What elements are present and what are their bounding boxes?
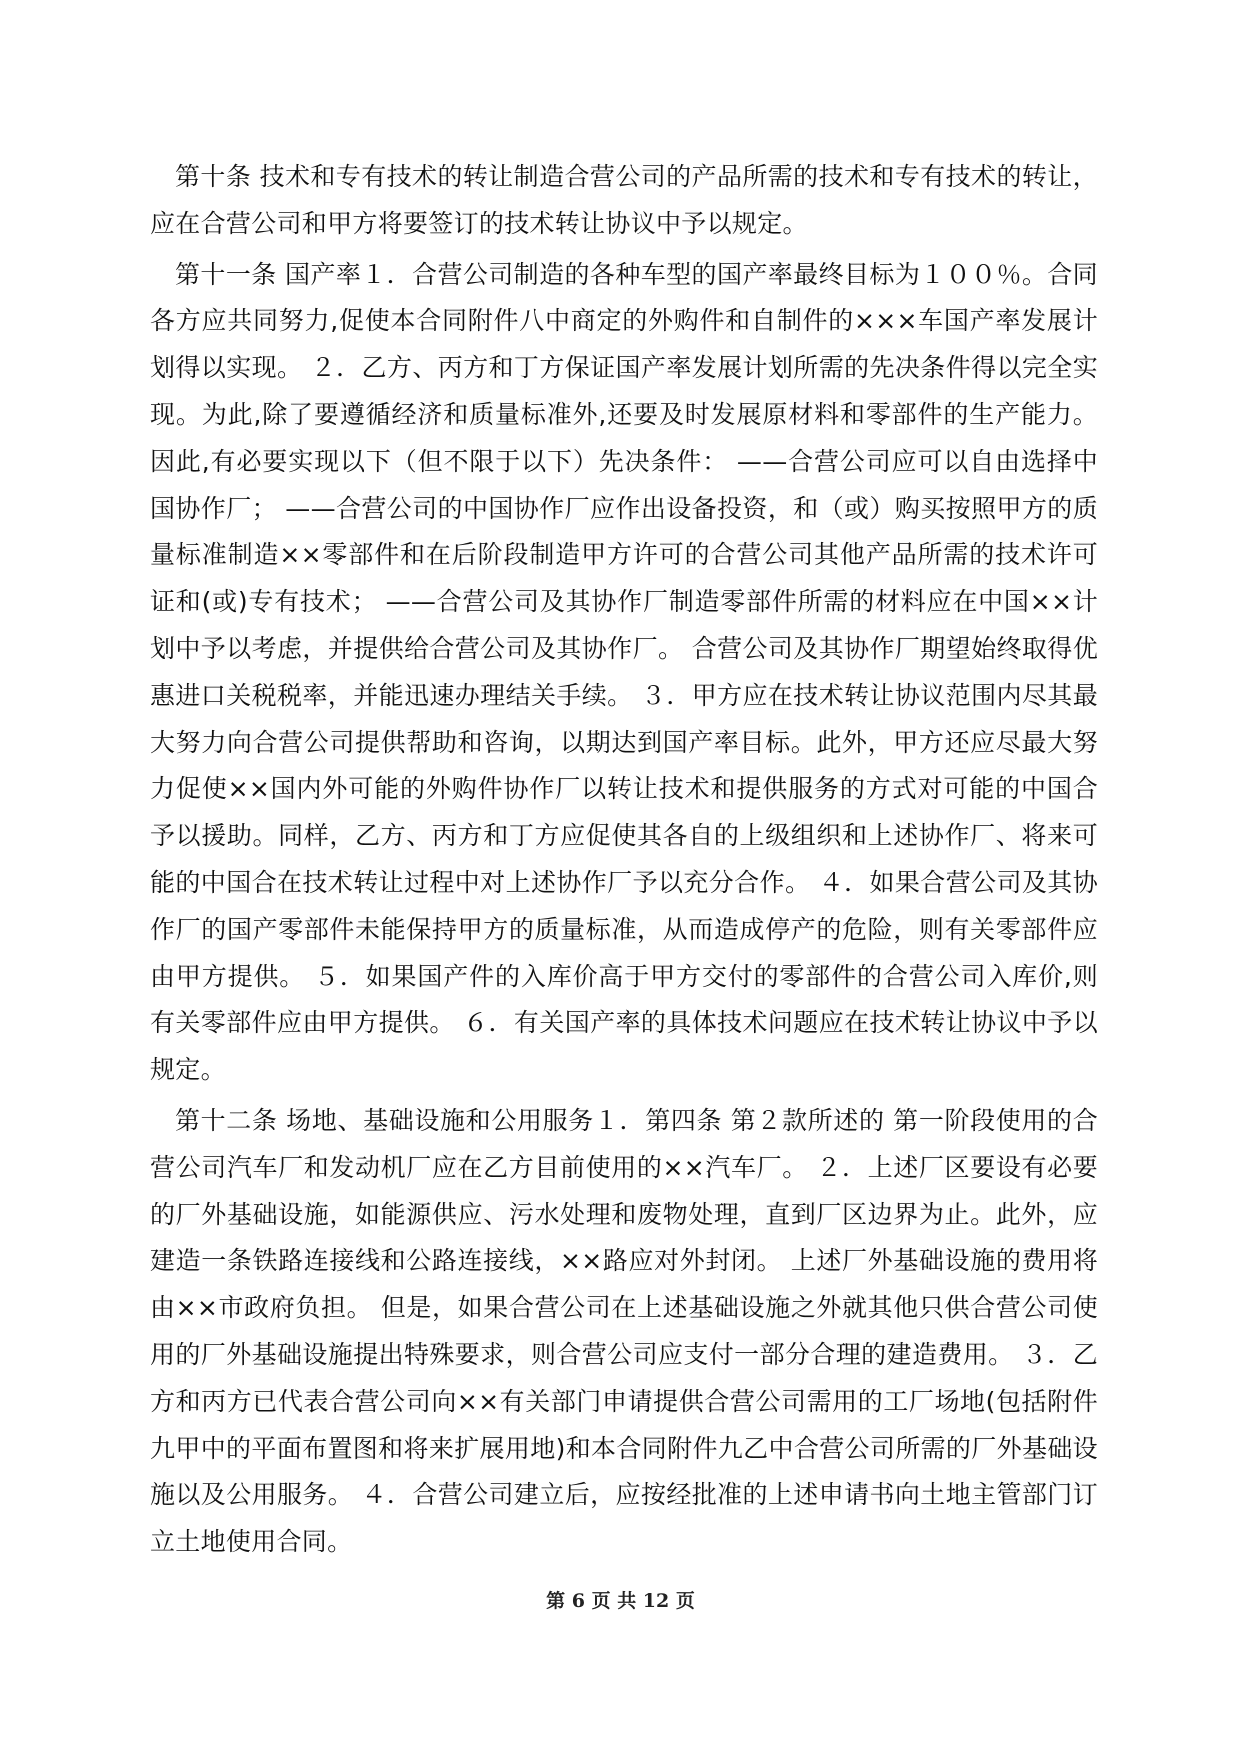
article-10-paragraph: 第十条 技术和专有技术的转让制造合营公司的产品所需的技术和专有技术的转让，应在合营公司和甲方将要签订的技术转让协议中予以规定。 — [150, 162, 1098, 238]
page-number-footer: 第 6 页 共 12 页 — [546, 1590, 695, 1612]
article-11-paragraph: 第十一条 国产率１．合营公司制造的各种车型的国产率最终目标为１００％。合同各方应共同努力,促使本合同附件八中商定的外购件和自制件的×××车国产率发展计划得以实现。 ２．乙方、丙方和丁方保证国产率发展计划所需的先决条件得以完全实现。为此,除了要遵循经济和质量标准外,还要及时发展原材料和零部件的生产能力。因此,有必要实现以下（但不限于以下）先决条件： ——合营公司应可以自由选择中国协作厂； ——合营公司的中国协作厂应作出设备投资，和（或）购买按照甲方的质量标准制造××零部件和在后阶段制造甲方许可的合营公司其他产品所需的技术许可证和(或)专有技术； ——合营公司及其协作厂制造零部件所需的材料应在中国××计划中予以考虑，并提供给合营公司及其协作厂。 合营公司及其协作厂期望始终取得优惠进口关税税率，并能迅速办理结关手续。 ３．甲方应在技术转让协议范围内尽其最大努力向合营公司提供帮助和咨询，以期达到国产率目标。此外，甲方还应尽最大努力促使××国内外可能的外购件协作厂以转让技术和提供服务的方式对可能的中国合予以援助。同样，乙方、丙方和丁方应促使其各自的上级组织和上述协作厂、将来可能的中国合在技术转让过程中对上述协作厂予以充分合作。 ４．如果合营公司及其协作厂的国产零部件未能保持甲方的质量标准，从而造成停产的危险，则有关零部件应由甲方提供。 ５．如果国产件的入库价高于甲方交付的零部件的合营公司入库价,则有关零部件应由甲方提供。 ６．有关国产率的具体技术问题应在技术转让协议中予以规定。 — [150, 259, 1098, 1085]
article-12-paragraph: 第十二条 场地、基础设施和公用服务１．第四条 第２款所述的 第一阶段使用的合营公司汽车厂和发动机厂应在乙方目前使用的××汽车厂。 ２．上述厂区要设有必要的厂外基础设施，如能源供应、污水处理和废物处理，直到厂区边界为止。此外，应建造一条铁路连接线和公路连接线，××路应对外封闭。 上述厂外基础设施的费用将由××市政府负担。 但是，如果合营公司在上述基础设施之外就其他只供合营公司使用的厂外基础设施提出特殊要求，则合营公司应支付一部分合理的建造费用。 ３．乙方和丙方已代表合营公司向××有关部门申请提供合营公司需用的工厂场地(包括附件九甲中的平面布置图和将来扩展用地)和本合同附件九乙中合营公司所需的厂外基础设施以及公用服务。 ４．合营公司建立后，应按经批准的上述申请书向土地主管部门订立土地使用合同。 — [150, 1105, 1098, 1557]
document-body — [150, 154, 1098, 1570]
